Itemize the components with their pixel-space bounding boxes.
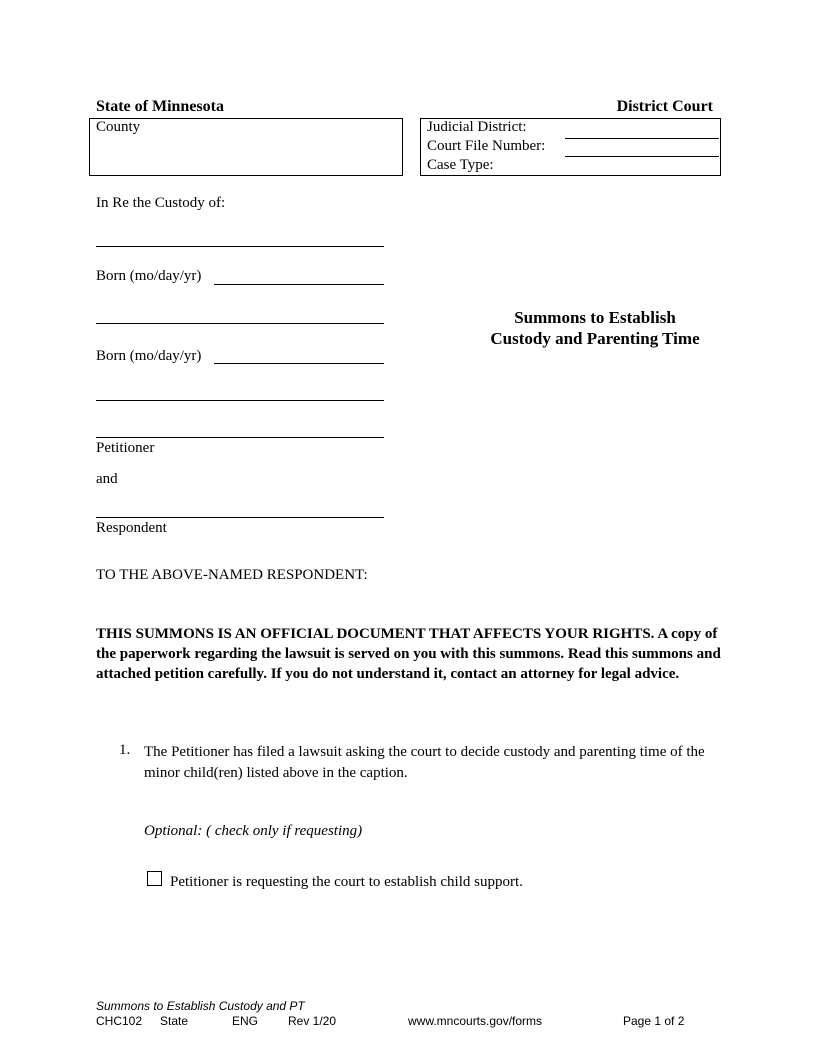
- respondent-name-field[interactable]: [96, 517, 384, 518]
- extra-name-field[interactable]: [96, 400, 384, 401]
- case-info-box: [420, 118, 721, 176]
- title-line-1: Summons to Establish: [514, 308, 676, 327]
- warning-paragraph: THIS SUMMONS IS AN OFFICIAL DOCUMENT THAT AFFECTS YOUR RIGHTS. A copy of the paperwork regarding the lawsuit is served on you with this summons. Read this summons and attached petition carefully. If you do not understand it, contact an attorney for legal advice.: [96, 626, 721, 682]
- footer-language: ENG: [232, 1014, 259, 1028]
- child-name-field-2[interactable]: [96, 323, 384, 324]
- child-support-checkbox[interactable]: [147, 871, 162, 886]
- birthdate-field-1[interactable]: [214, 284, 384, 285]
- petitioner-label: Petitioner: [96, 440, 155, 456]
- document-title: [470, 307, 720, 349]
- state-heading: State of Minnesota: [96, 98, 224, 115]
- addressee: TO THE ABOVE-NAMED RESPONDENT:: [96, 567, 368, 583]
- respondent-label: Respondent: [96, 520, 167, 536]
- child-name-field-1[interactable]: [96, 246, 384, 247]
- county-box: [89, 118, 403, 176]
- optional-label: Optional: ( check only if requesting): [144, 823, 363, 839]
- birthdate-field-2[interactable]: [214, 363, 384, 364]
- footer-form-title: Summons to Establish Custody and PT: [96, 999, 305, 1013]
- born-label-1: Born (mo/day/yr): [96, 268, 202, 284]
- in-re-label: In Re the Custody of:: [96, 195, 226, 211]
- footer-jurisdiction: State: [160, 1014, 189, 1028]
- footer-form-code: CHC102: [96, 1014, 143, 1028]
- county-label: County: [96, 119, 141, 135]
- court-file-number-field[interactable]: [565, 156, 719, 157]
- court-file-number-label: Court File Number:: [427, 138, 546, 154]
- judicial-district-field[interactable]: [565, 138, 719, 139]
- court-heading: District Court: [616, 98, 713, 115]
- born-label-2: Born (mo/day/yr): [96, 348, 202, 364]
- footer-revision: Rev 1/20: [288, 1014, 337, 1028]
- item-1-number: 1.: [119, 742, 131, 758]
- title-line-2: Custody and Parenting Time: [490, 329, 700, 348]
- case-type-label: Case Type:: [427, 157, 494, 173]
- item-1-text: The Petitioner has filed a lawsuit asking the court to decide custody and parenting time of the minor child(ren) listed above in the caption.: [144, 744, 705, 781]
- footer-page-number: Page 1 of 2: [623, 1014, 685, 1028]
- footer-url[interactable]: www.mncourts.gov/forms: [408, 1014, 543, 1028]
- and-label: and: [96, 471, 118, 487]
- petitioner-name-field[interactable]: [96, 437, 384, 438]
- judicial-district-label: Judicial District:: [427, 119, 527, 135]
- child-support-label: Petitioner is requesting the court to establish child support.: [170, 874, 523, 890]
